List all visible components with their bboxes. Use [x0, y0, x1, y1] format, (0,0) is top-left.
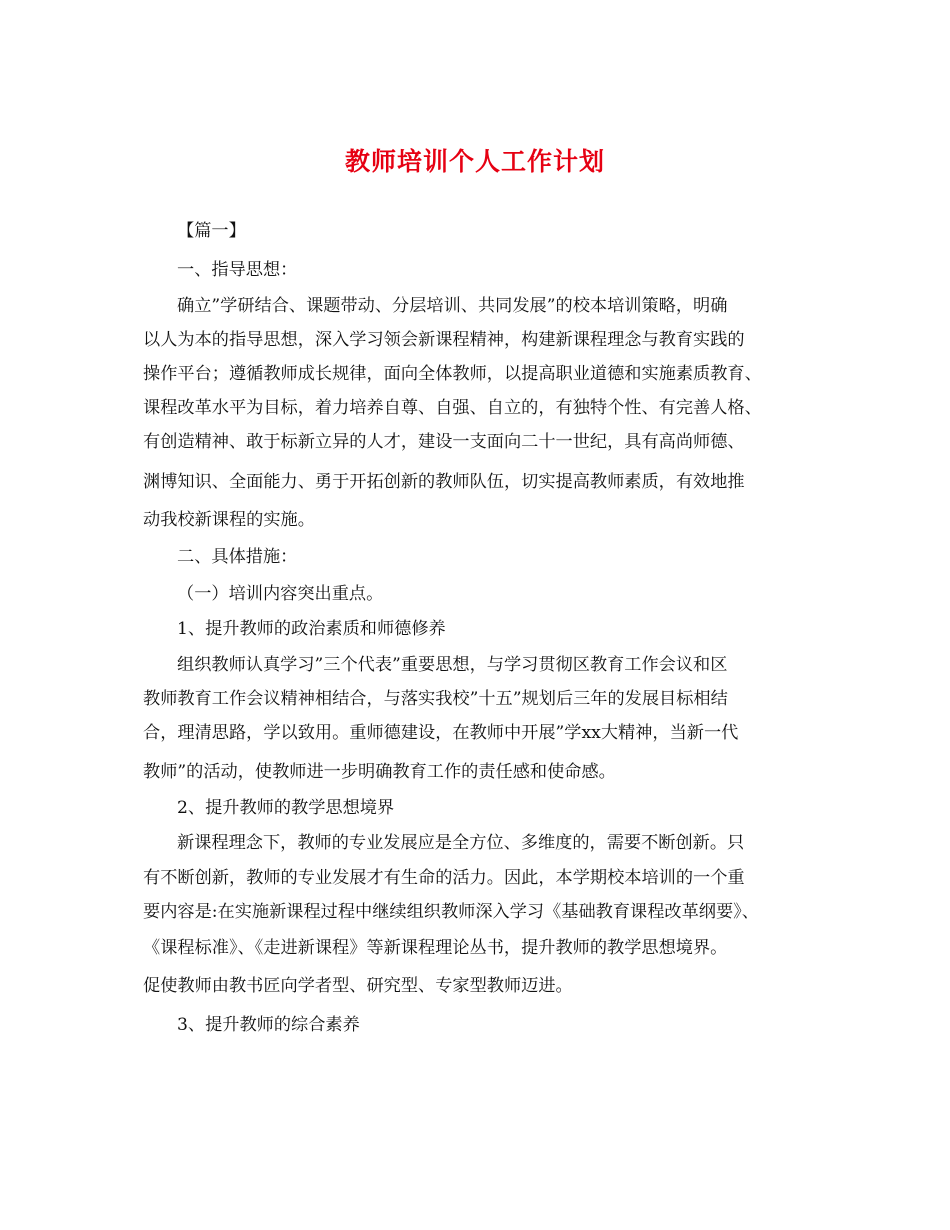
paragraph-line: 确立”学研结合、课题带动、分层培训、共同发展”的校本培训策略，明确: [177, 296, 728, 316]
paragraph-line: 教师”的活动，使教师进一步明确教育工作的责任感和使命感。: [143, 762, 616, 782]
item-heading-2: 2、提升教师的教学思想境界: [177, 798, 395, 818]
paragraph-line: 要内容是:在实施新课程过程中继续组织教师深入学习《基础教育课程改革纲要》、: [143, 902, 759, 922]
paragraph-line: 促使教师由教书匠向学者型、研究型、专家型教师迈进。: [143, 976, 573, 996]
paragraph-line: 课程改革水平为目标，着力培养自尊、自强、自立的，有独特个性、有完善人格、: [143, 398, 762, 418]
heading-guiding-ideology: 一、指导思想：: [177, 260, 298, 280]
paragraph-line: 《课程标准》、《走进新课程》等新课程理论丛书，提升教师的教学思想境界。: [143, 938, 728, 958]
paragraph-line: 操作平台；遵循教师成长规律，面向全体教师，以提高职业道德和实施素质教育、: [143, 364, 762, 384]
paragraph-line: 有创造精神、敢于标新立异的人才，建设一支面向二十一世纪，具有高尚师德、: [143, 432, 745, 452]
item-heading-3: 3、提升教师的综合素养: [177, 1015, 360, 1035]
paragraph-line: 新课程理念下，教师的专业发展应是全方位、多维度的，需要不断创新。只: [177, 833, 745, 853]
paragraph-line: 组织教师认真学习”三个代表”重要思想，与学习贯彻区教育工作会议和区: [177, 655, 728, 675]
section-heading-part-one: 【篇一】: [177, 221, 246, 241]
paragraph-line: 以人为本的指导思想，深入学习领会新课程精神，构建新课程理念与教育实践的: [143, 330, 745, 350]
item-heading-1: 1、提升教师的政治素质和师德修养: [177, 619, 446, 639]
heading-specific-measures: 二、具体措施：: [177, 547, 298, 567]
paragraph-line: 教师教育工作会议精神相结合，与落实我校”十五”规划后三年的发展目标相结: [143, 689, 728, 709]
paragraph-line: 动我校新课程的实施。: [143, 510, 315, 530]
paragraph-line: 合，理清思路，学以致用。重师德建设，在教师中开展”学xx大精神，当新一代: [143, 723, 739, 743]
subheading-training-content: （一）培训内容突出重点。: [177, 584, 384, 604]
paragraph-line: 渊博知识、全面能力、勇于开拓创新的教师队伍，切实提高教师素质，有效地推: [143, 472, 745, 492]
document-title: 教师培训个人工作计划: [344, 147, 605, 176]
paragraph-line: 有不断创新，教师的专业发展才有生命的活力。因此，本学期校本培训的一个重: [143, 868, 745, 888]
